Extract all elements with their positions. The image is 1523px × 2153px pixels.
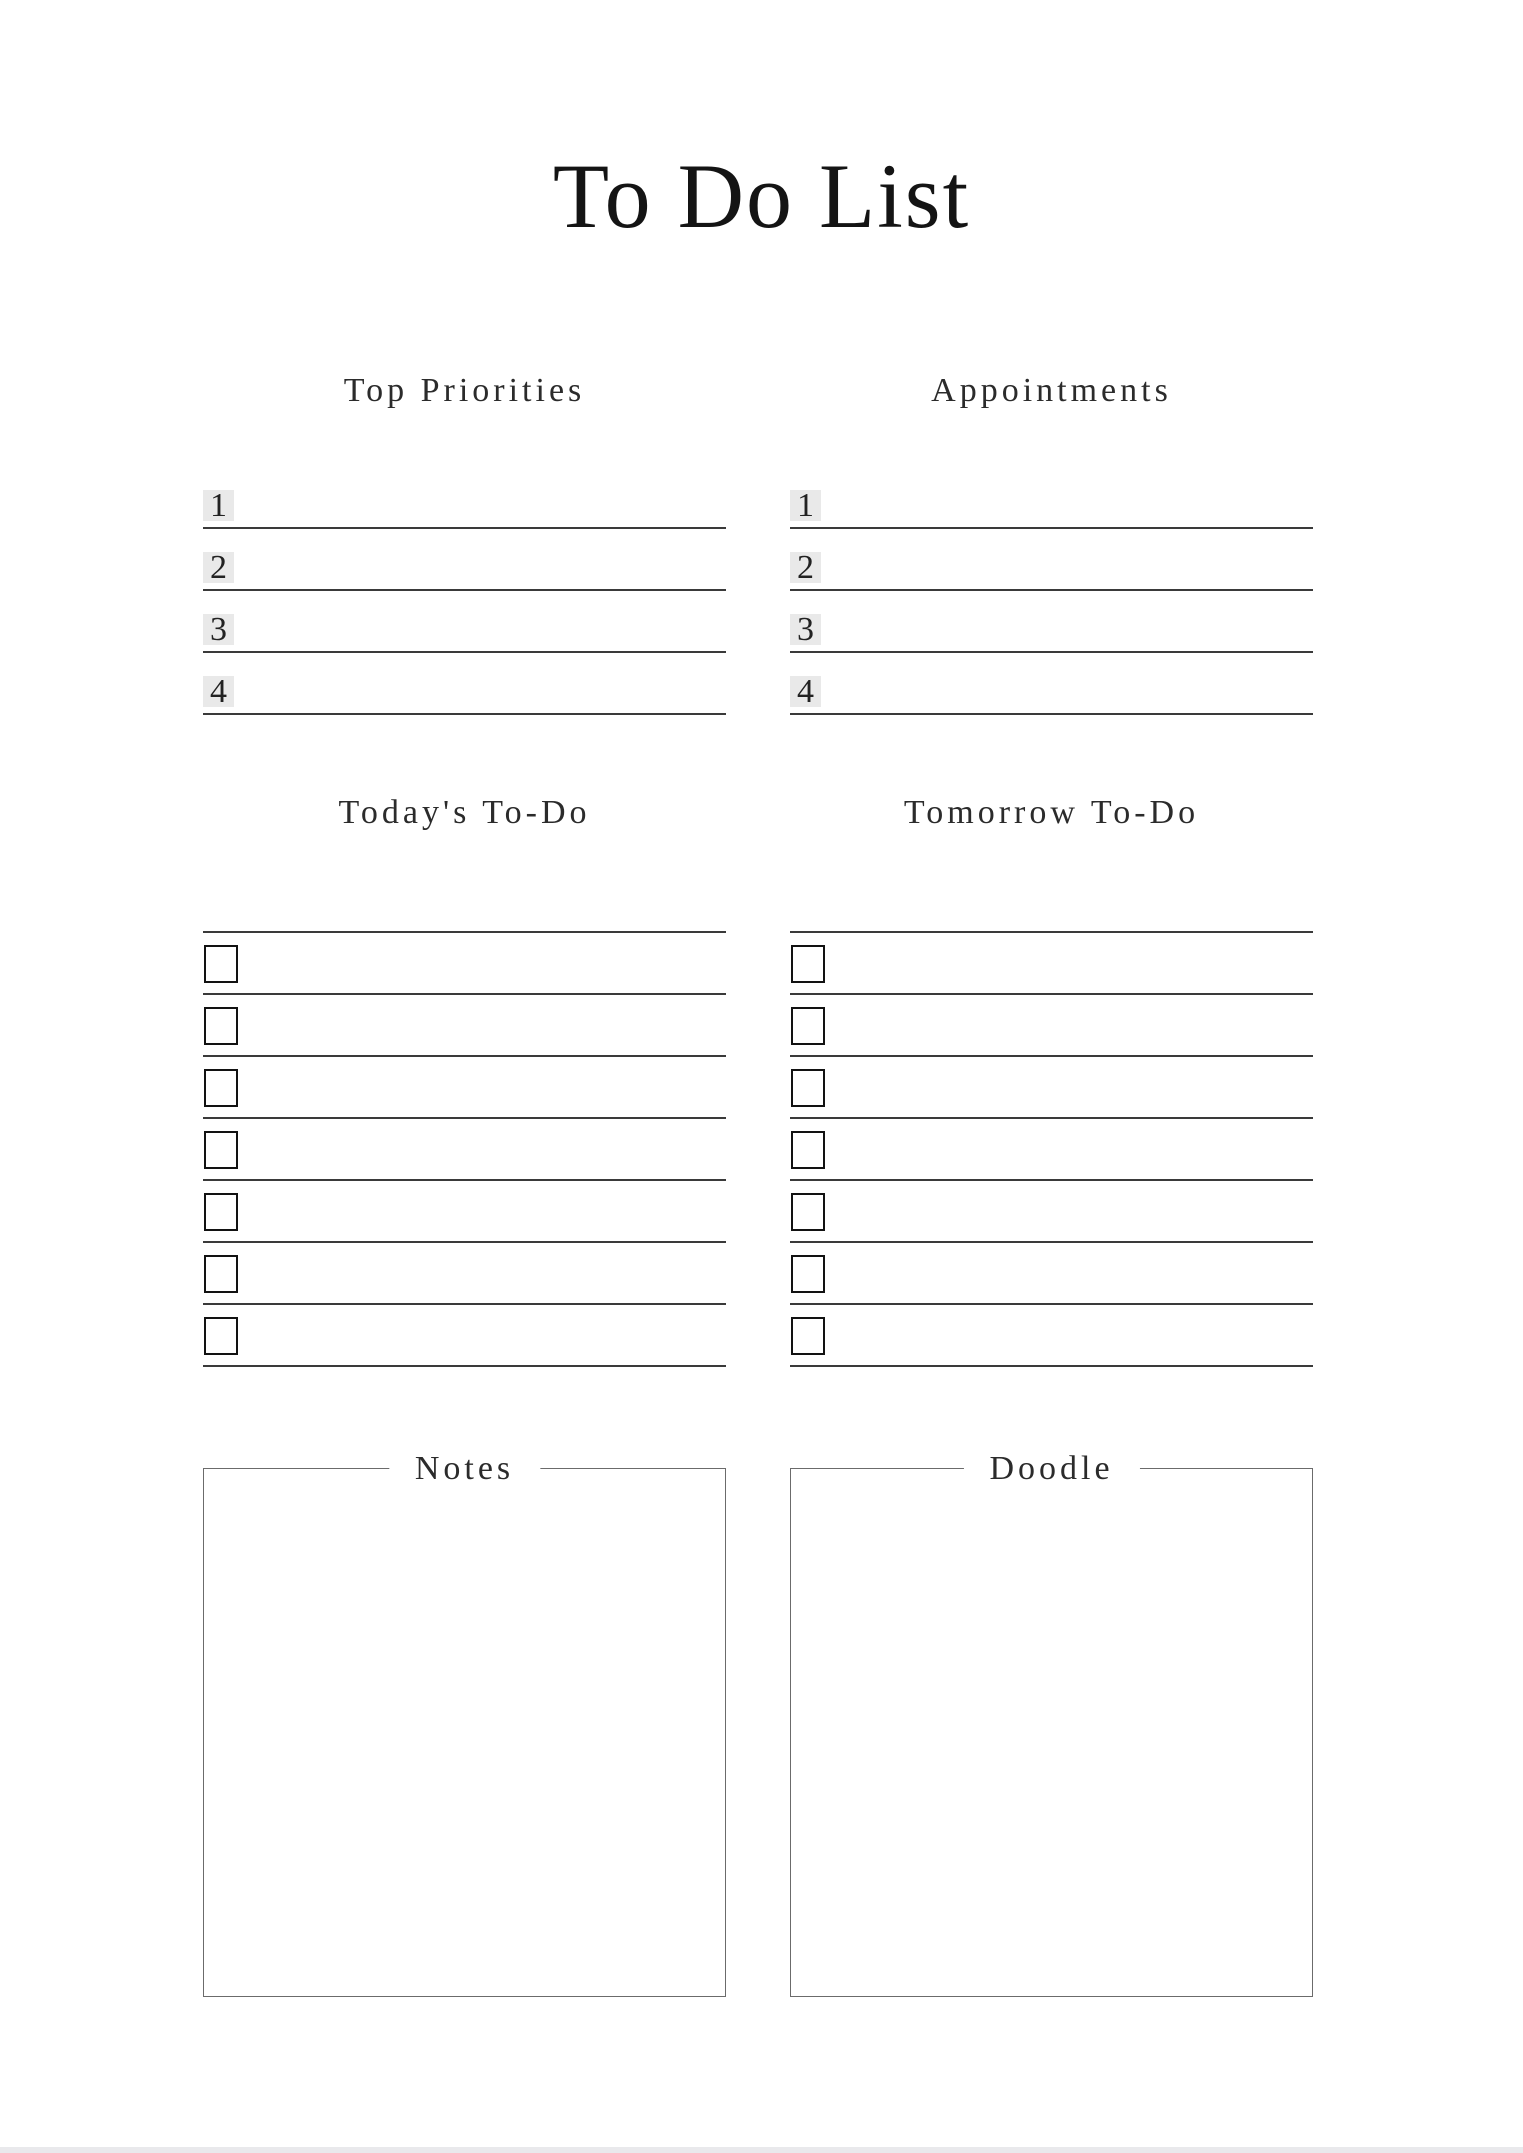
top-priorities-heading: Top Priorities — [343, 372, 586, 409]
todo-entry-line[interactable] — [203, 1181, 726, 1243]
appointment-number-badge: 4 — [790, 676, 821, 707]
todo-entry-line[interactable] — [790, 933, 1313, 995]
appointment-entry-line[interactable] — [790, 529, 1313, 591]
page-bottom-strip — [0, 2147, 1523, 2153]
appointment-number-badge: 1 — [790, 490, 821, 521]
todo-entry-line[interactable] — [203, 1057, 726, 1119]
todo-entry-line[interactable] — [790, 1057, 1313, 1119]
todays-todo-list — [203, 931, 726, 1367]
notes-heading: Notes — [389, 1452, 540, 1486]
todo-checkbox[interactable] — [204, 1069, 238, 1107]
todo-checkbox[interactable] — [204, 1317, 238, 1355]
top-priorities-list — [203, 467, 726, 715]
todo-entry-line[interactable] — [203, 1305, 726, 1367]
appointment-entry-line[interactable] — [790, 467, 1313, 529]
page-title: To Do List — [552, 145, 971, 247]
todo-checkbox[interactable] — [204, 1007, 238, 1045]
priority-entry-line[interactable] — [203, 591, 726, 653]
priority-number-badge: 3 — [203, 614, 234, 645]
priority-number-badge: 2 — [203, 552, 234, 583]
todo-checkbox[interactable] — [791, 1069, 825, 1107]
todo-entry-line[interactable] — [790, 995, 1313, 1057]
todo-entry-line[interactable] — [790, 1119, 1313, 1181]
appointment-number-badge: 2 — [790, 552, 821, 583]
todo-checkbox[interactable] — [791, 1317, 825, 1355]
todo-entry-line[interactable] — [203, 1119, 726, 1181]
todo-entry-line[interactable] — [203, 1243, 726, 1305]
appointment-number-badge: 3 — [790, 614, 821, 645]
todo-checkbox[interactable] — [204, 1193, 238, 1231]
tomorrow-todo-heading: Tomorrow To-Do — [903, 794, 1200, 831]
doodle-area[interactable] — [790, 1450, 1313, 1997]
priority-number-badge: 4 — [203, 676, 234, 707]
todo-checkbox[interactable] — [791, 1255, 825, 1293]
todo-checkbox[interactable] — [791, 945, 825, 983]
todo-entry-line[interactable] — [790, 1181, 1313, 1243]
todo-entry-line[interactable] — [203, 995, 726, 1057]
todo-checkbox[interactable] — [791, 1193, 825, 1231]
appointment-entry-line[interactable] — [790, 591, 1313, 653]
todo-checkbox[interactable] — [204, 1255, 238, 1293]
todo-checkbox[interactable] — [204, 945, 238, 983]
todo-entry-line[interactable] — [790, 1305, 1313, 1367]
todo-entry-line[interactable] — [203, 933, 726, 995]
appointments-heading: Appointments — [931, 372, 1172, 409]
todo-entry-line[interactable] — [790, 1243, 1313, 1305]
todo-checkbox[interactable] — [204, 1131, 238, 1169]
doodle-heading: Doodle — [963, 1452, 1139, 1486]
priority-entry-line[interactable] — [203, 529, 726, 591]
notes-area[interactable] — [203, 1450, 726, 1997]
appointments-list — [790, 467, 1313, 715]
todays-todo-heading: Today's To-Do — [338, 794, 591, 831]
todo-checkbox[interactable] — [791, 1007, 825, 1045]
priority-entry-line[interactable] — [203, 467, 726, 529]
priority-entry-line[interactable] — [203, 653, 726, 715]
priority-number-badge: 1 — [203, 490, 234, 521]
appointment-entry-line[interactable] — [790, 653, 1313, 715]
tomorrow-todo-list — [790, 931, 1313, 1367]
todo-checkbox[interactable] — [791, 1131, 825, 1169]
